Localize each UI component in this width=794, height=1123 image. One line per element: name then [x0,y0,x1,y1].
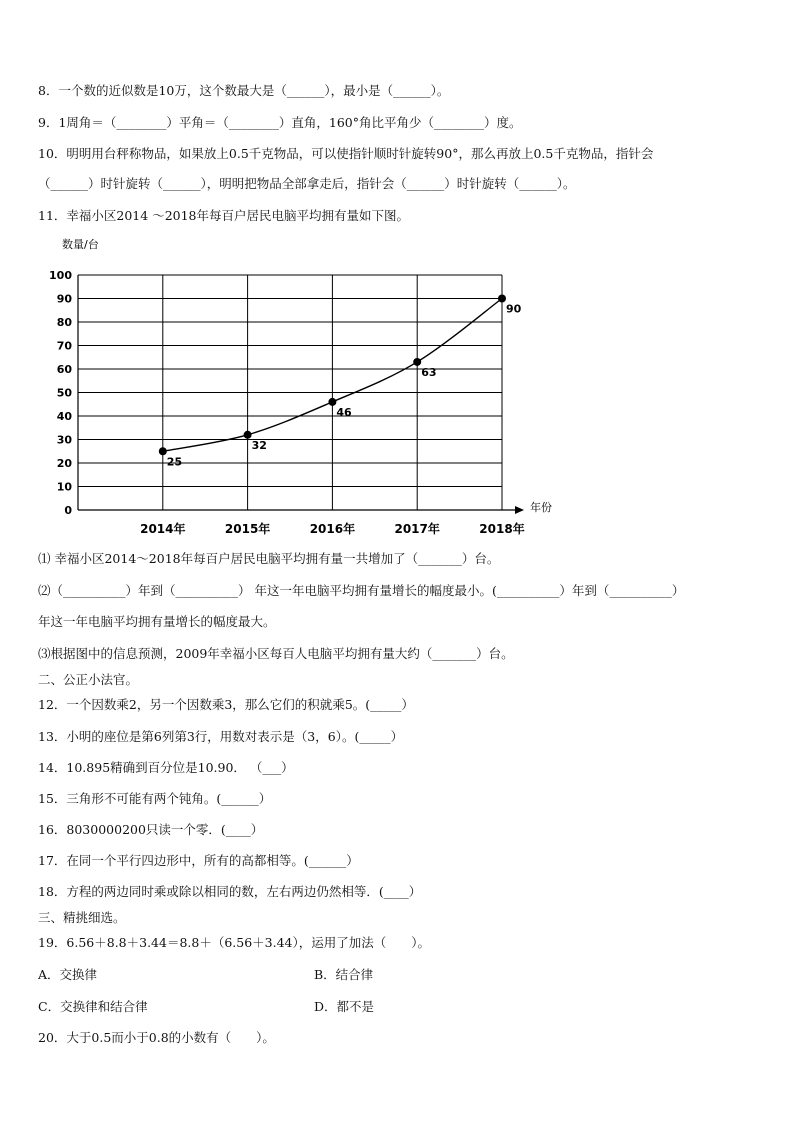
data-label: 63 [421,365,437,379]
question-11-part-2-line-2: 年这一年电脑平均拥有量增长的幅度最大。 [38,614,276,629]
data-point [498,295,506,303]
y-tick-label: 50 [56,386,72,400]
data-label: 32 [251,438,267,452]
x-tick-label: 2015年 [224,522,271,536]
data-label: 25 [166,455,183,469]
question-11: 11．幸福小区2014 ～2018年每百户居民电脑平均拥有量如下图。 [38,208,410,223]
data-label: 90 [506,302,522,316]
y-tick-label: 90 [56,292,72,306]
question-16: 16．8030000200只读一个零．(____） [38,822,264,837]
data-point [159,447,167,455]
option-c[interactable]: C．交换律和结合律 [38,999,148,1014]
option-d[interactable]: D．都不是 [314,999,375,1014]
line-chart [40,232,560,542]
question-19: 19．6.56＋8.8＋3.44＝8.8＋（6.56＋3.44），运用了加法（ ）。 [38,935,430,950]
question-11-part-2-line-1: ⑵（__________）年到（__________） 年这一年电脑平均拥有量增长的幅度最小。(__________）年到（__________） [38,583,685,598]
question-20: 20．大于0.5而小于0.8的小数有（ ）。 [38,1030,275,1045]
question-11-part-1: ⑴ 幸福小区2014～2018年每百户居民电脑平均拥有量一共增加了（_______）台。 [38,551,500,566]
data-point [328,398,336,406]
question-9: 9．1周角＝（________）平角＝（________）直角，160°角比平角少（________）度。 [38,115,522,130]
y-axis-label: 数量/台 [62,238,99,251]
question-14: 14．10.895精确到百分位是10.90． （___） [38,760,294,775]
question-8: 8．一个数的近似数是10万，这个数最大是（______），最小是（______）。 [38,83,450,98]
section-3-heading: 三、精挑细选。 [38,910,126,925]
question-12: 12．一个因数乘2，另一个因数乘3，那么它们的积就乘5。(_____） [38,697,414,712]
question-10-line-2: （______）时针旋转（______），明明把物品全部拿走后，指针会（______）时针旋转（______）。 [38,176,576,191]
y-tick-label: 60 [56,363,72,376]
chart-canvas [40,232,560,542]
x-axis-label: 年份 [530,501,552,514]
x-axis-arrow-icon [515,506,524,514]
x-tick-label: 2016年 [309,522,356,536]
x-tick-label: 2014年 [140,522,186,536]
y-tick-label: 40 [56,410,72,423]
question-17: 17．在同一个平行四边形中，所有的高都相等。(______） [38,853,359,868]
question-18: 18．方程的两边同时乘或除以相同的数，左右两边仍然相等．(____） [38,884,422,899]
option-b[interactable]: B．结合律 [314,967,374,982]
x-tick-label: 2018年 [479,522,525,536]
y-tick-label: 100 [49,269,72,282]
question-15: 15．三角形不可能有两个钝角。(______） [38,791,272,806]
option-a[interactable]: A．交换律 [38,967,98,982]
y-tick-label: 10 [56,480,72,494]
x-tick-label: 2017年 [394,522,440,536]
data-label: 46 [336,405,352,419]
data-point [413,358,421,366]
y-tick-label: 30 [56,433,72,447]
y-tick-label: 80 [56,316,72,329]
question-13: 13．小明的座位是第6列第3行，用数对表示是（3，6）。(_____） [38,729,404,744]
data-point [244,431,252,439]
y-tick-label: 20 [56,457,72,470]
y-tick-label: 70 [56,339,72,353]
y-tick-label: 0 [64,504,72,517]
question-11-part-3: ⑶根据图中的信息预测，2009年幸福小区每百人电脑平均拥有量大约（_______）台。 [38,646,514,661]
question-10-line-1: 10．明明用台秤称物品，如果放上0.5千克物品，可以使指针顺时针旋转90°，那么再放上0.5千克物品，指针会 [38,146,654,161]
section-2-heading: 二、公正小法官。 [38,672,139,687]
